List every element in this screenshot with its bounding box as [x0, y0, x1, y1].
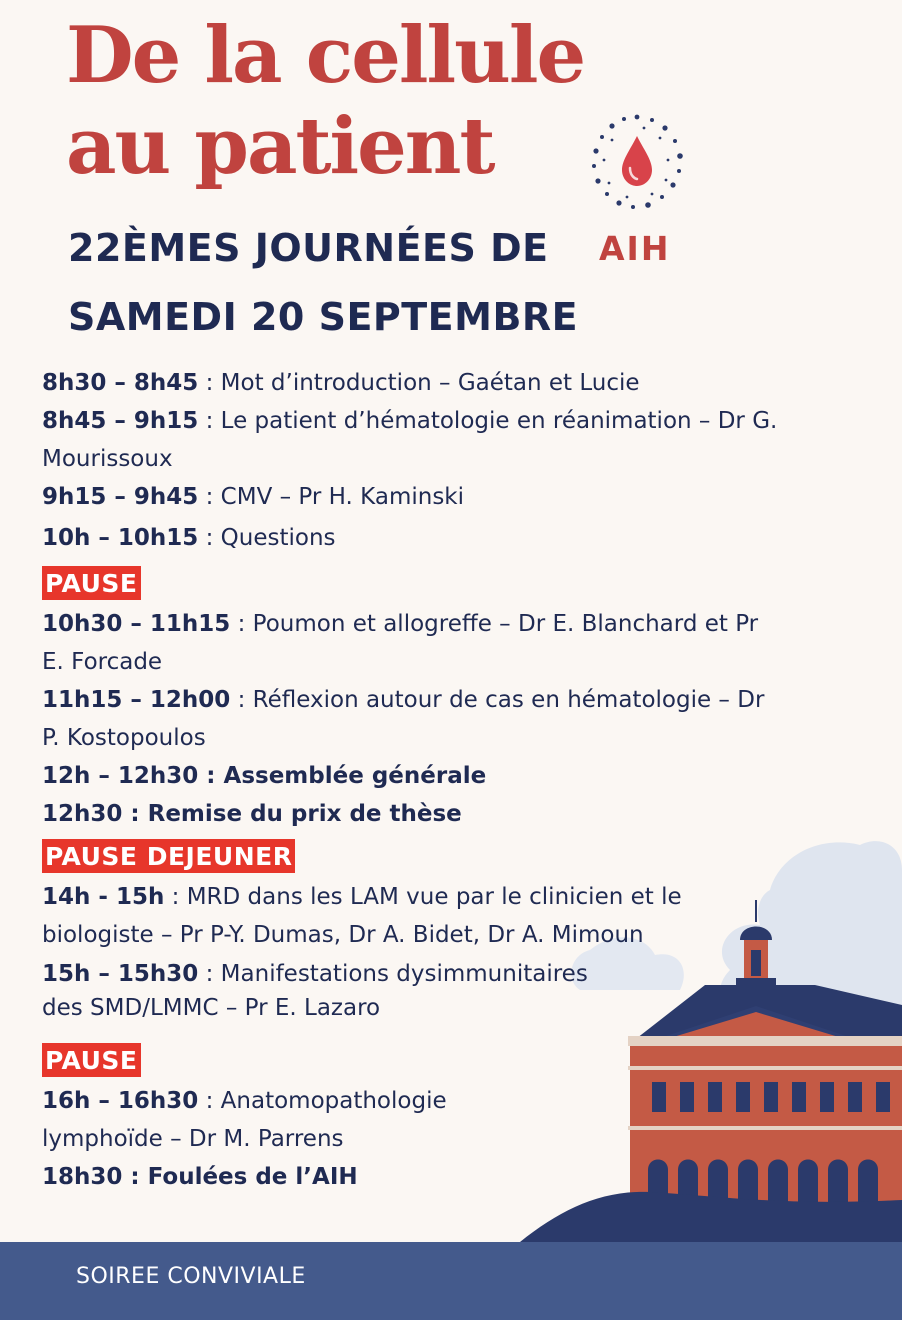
schedule-time: 10h30 – 11h15 — [42, 611, 231, 637]
event-heading: 22ÈMES JOURNÉES DE — [68, 226, 549, 270]
schedule-item — [42, 605, 782, 681]
schedule-time: 8h30 – 8h45 — [42, 370, 199, 396]
schedule-time: 12h – 12h30 — [42, 763, 199, 789]
footer-banner — [0, 1242, 902, 1320]
schedule-item — [42, 364, 782, 402]
schedule-item — [42, 757, 782, 795]
schedule-desc: Mot d’introduction – Gaétan et Lucie — [220, 370, 640, 396]
schedule-item — [42, 1158, 782, 1196]
schedule-time: 10h – 10h15 — [42, 525, 199, 551]
schedule-separator: : — [198, 370, 221, 396]
event-date: SAMEDI 20 SEPTEMBRE — [68, 295, 579, 339]
schedule-desc: Manifestations dysimmunitaires — [220, 961, 588, 987]
schedule-item — [42, 1082, 782, 1158]
schedule-time: 14h - 15h — [42, 884, 165, 910]
schedule-time: 16h – 16h30 — [42, 1088, 199, 1114]
footer-text: SOIREE CONVIVIALE — [76, 1264, 306, 1289]
schedule-separator: : — [198, 408, 221, 434]
schedule-separator: : — [230, 687, 253, 713]
schedule-time: 11h15 – 12h00 — [42, 687, 231, 713]
schedule-separator: : — [122, 1164, 148, 1190]
schedule-desc: Anatomopathologie — [220, 1088, 447, 1114]
schedule-separator: : — [164, 884, 187, 910]
schedule-item — [42, 681, 782, 757]
aih-logo-text: AIH — [599, 229, 671, 268]
schedule-item — [42, 478, 782, 516]
schedule-desc: Remise du prix de thèse — [147, 801, 462, 827]
schedule-desc: Foulées de l’AIH — [147, 1164, 358, 1190]
schedule-item — [42, 519, 782, 557]
pause-badge: PAUSE — [42, 1043, 141, 1077]
schedule-desc: Assemblée générale — [223, 763, 487, 789]
schedule-time: 8h45 – 9h15 — [42, 408, 199, 434]
schedule-time: 18h30 — [42, 1164, 123, 1190]
schedule-separator: : — [122, 801, 148, 827]
schedule-item — [42, 878, 722, 954]
title-line-2: au patient — [66, 101, 494, 192]
schedule-desc: Questions — [220, 525, 336, 551]
schedule-separator: : — [198, 525, 221, 551]
pause-badge: PAUSE — [42, 566, 141, 600]
lunch-pause-badge: PAUSE DEJEUNER — [42, 839, 295, 873]
schedule-desc: Le patient d’hématologie en réanimation – Dr G. Mourissoux — [42, 408, 778, 472]
page-title — [66, 10, 584, 192]
schedule-separator: : — [198, 484, 221, 510]
schedule-separator: : — [230, 611, 253, 637]
blood-drop-icon — [582, 108, 692, 218]
schedule-time: 9h15 – 9h45 — [42, 484, 199, 510]
schedule-time: 12h30 — [42, 801, 123, 827]
schedule-desc-cont: des SMD/LMMC – Pr E. Lazaro — [42, 995, 381, 1021]
schedule-separator: : — [198, 961, 221, 987]
schedule-item — [42, 402, 782, 478]
schedule-separator: : — [198, 763, 224, 789]
schedule — [42, 364, 782, 1196]
schedule-time: 15h – 15h30 — [42, 961, 199, 987]
schedule-desc: Poumon et allogreffe – Dr E. Blanchard et Pr E. Forcade — [42, 611, 759, 675]
schedule-desc: Réflexion autour de cas en hématologie – Dr P. Kostopoulos — [42, 687, 765, 751]
schedule-item — [42, 957, 782, 1025]
schedule-separator: : — [198, 1088, 221, 1114]
schedule-item — [42, 795, 782, 833]
schedule-desc: CMV – Pr H. Kaminski — [220, 484, 465, 510]
schedule-desc-cont: lymphoïde – Dr M. Parrens — [42, 1126, 344, 1152]
title-line-1: De la cellule — [66, 10, 585, 101]
schedule-desc: MRD dans les LAM vue par le clinicien et le biologiste – Pr P-Y. Dumas, Dr A. Bidet, Dr A. Mimoun — [42, 884, 682, 948]
